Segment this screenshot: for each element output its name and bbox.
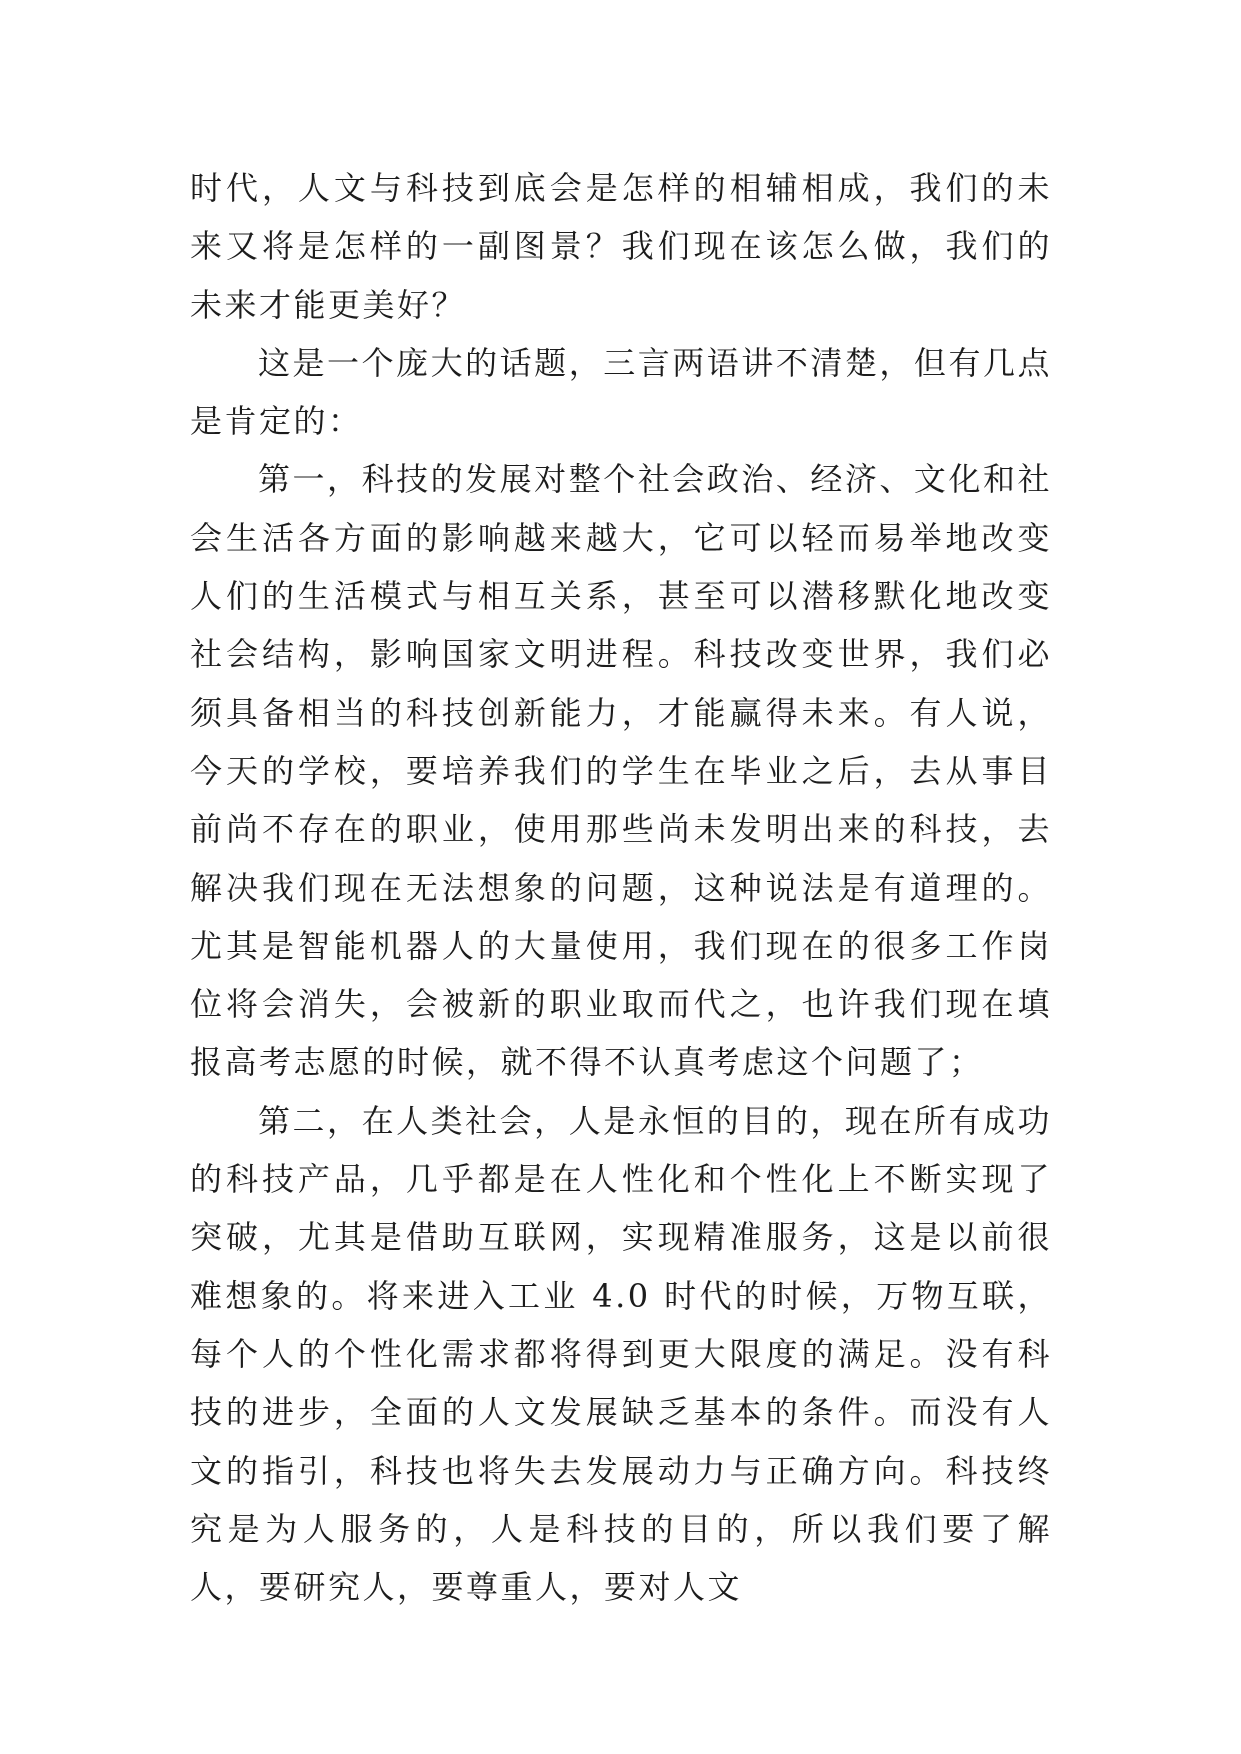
- paragraph-point-two: 第二，在人类社会，人是永恒的目的，现在所有成功的科技产品，几乎都是在人性化和个性化上不断实现了突破，尤其是借助互联网，实现精准服务，这是以前很难想象的。将来进入工业 4.0 时代的时候，万物互联，每个人的个性化需求都将得到更大限度的满足。没有科技的进步，全面的人文发展缺乏基本的条件。而没有人文的指引，科技也将失去发展动力与正确方向。科技终究是为人服务的，人是科技的目的，所以我们要了解人，要研究人，要尊重人，要对人文: [190, 1101, 1052, 1607]
- paragraph-point-one: 第一，科技的发展对整个社会政治、经济、文化和社会生活各方面的影响越来越大，它可以轻而易举地改变人们的生活模式与相互关系，甚至可以潜移默化地改变社会结构，影响国家文明进程。科技改变世界，我们必须具备相当的科技创新能力，才能赢得未来。有人说，今天的学校，要培养我们的学生在毕业之后，去从事目前尚不存在的职业，使用那些尚未发明出来的科技，去解决我们现在无法想象的问题，这种说法是有道理的。尤其是智能机器人的大量使用，我们现在的很多工作岗位将会消失，会被新的职业取而代之，也许我们现在填报高考志愿的时候，就不得不认真考虑这个问题了；: [190, 460, 1052, 1082]
- body-text: [190, 159, 1052, 1616]
- paragraph-intro: 这是一个庞大的话题，三言两语讲不清楚，但有几点是肯定的：: [190, 343, 1052, 441]
- paragraph-continuation: 时代，人文与科技到底会是怎样的相辅相成，我们的未来又将是怎样的一副图景？我们现在该怎么做，我们的未来才能更美好？: [190, 169, 1052, 324]
